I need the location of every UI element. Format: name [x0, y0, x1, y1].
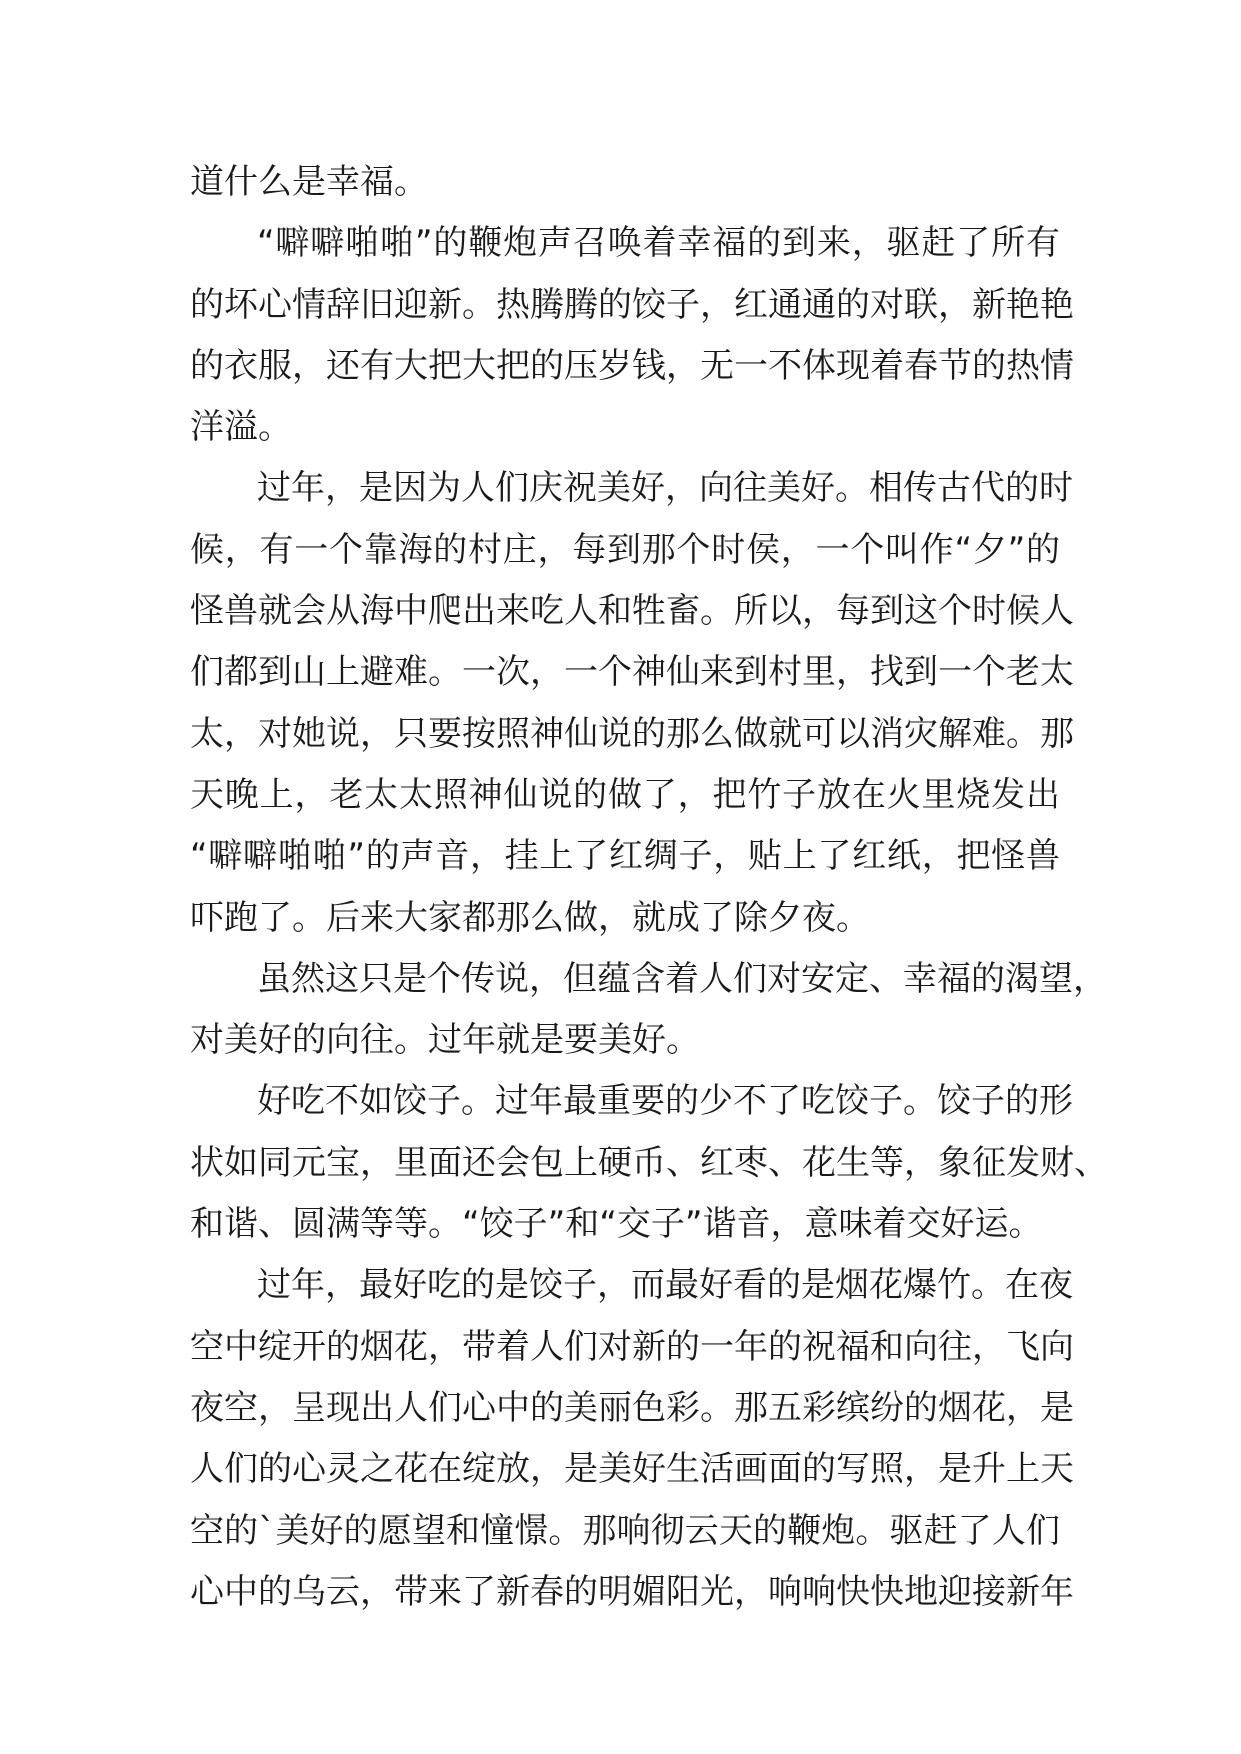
text-line: 对美好的向往。过年就是要美好。 — [190, 1020, 700, 1061]
text-line: 人们的心灵之花在绽放，是美好生活画面的写照，是升上天 — [190, 1449, 1074, 1490]
text-line: 和谐、圆满等等。“饺子”和“交子”谐音，意味着交好运。 — [190, 1204, 1043, 1245]
paragraph-first-line: “噼噼啪啪”的鞭炮声召唤着幸福的到来，驱赶了所有 — [257, 223, 1060, 264]
text-line: 状如同元宝，里面还会包上硬币、红枣、花生等，象征发财、 — [190, 1142, 1108, 1183]
text-line: “噼噼啪啪”的声音，挂上了红绸子，贴上了红纸，把怪兽 — [190, 836, 1060, 877]
paragraph-first-line: 好吃不如饺子。过年最重要的少不了吃饺子。饺子的形 — [257, 1081, 1073, 1122]
text-line: 天晚上，老太太照神仙说的做了，把竹子放在火里烧发出 — [190, 774, 1060, 815]
text-line: 候，有一个靠海的村庄，每到那个时侯，一个叫作“夕”的 — [190, 529, 1060, 570]
paragraph-first-line: 过年，是因为人们庆祝美好，向往美好。相传古代的时 — [257, 468, 1073, 509]
text-line: 们都到山上避难。一次，一个神仙来到村里，找到一个老太 — [190, 652, 1074, 693]
text-line: 太，对她说，只要按照神仙说的那么做就可以消灾解难。那 — [190, 713, 1074, 754]
essay-body — [190, 152, 1108, 1623]
paragraph-first-line: 过年，最好吃的是饺子，而最好看的是烟花爆竹。在夜 — [257, 1265, 1073, 1306]
text-line: 道什么是幸福。 — [190, 162, 428, 202]
text-line: 怪兽就会从海中爬出来吃人和牲畜。所以，每到这个时候人 — [190, 591, 1074, 632]
text-line: 的衣服，还有大把大把的压岁钱，无一不体现着春节的热情 — [190, 345, 1074, 386]
text-line: 吓跑了。后来大家都那么做，就成了除夕夜。 — [190, 897, 870, 938]
text-line: 洋溢。 — [190, 407, 292, 448]
text-line: 心中的乌云，带来了新春的明媚阳光，响响快快地迎接新年 — [190, 1571, 1074, 1612]
text-line: 夜空，呈现出人们心中的美丽色彩。那五彩缤纷的烟花，是 — [190, 1387, 1074, 1428]
text-line: 空中绽开的烟花，带着人们对新的一年的祝福和向往，飞向 — [190, 1326, 1074, 1367]
text-line: 空的`美好的愿望和憧憬。那响彻云天的鞭炮。驱赶了人们 — [190, 1510, 1060, 1551]
text-line: 的坏心情辞旧迎新。热腾腾的饺子，红通通的对联，新艳艳 — [190, 284, 1074, 325]
paragraph-first-line: 虽然这只是个传说，但蕴含着人们对安定、幸福的渴望， — [257, 958, 1107, 999]
